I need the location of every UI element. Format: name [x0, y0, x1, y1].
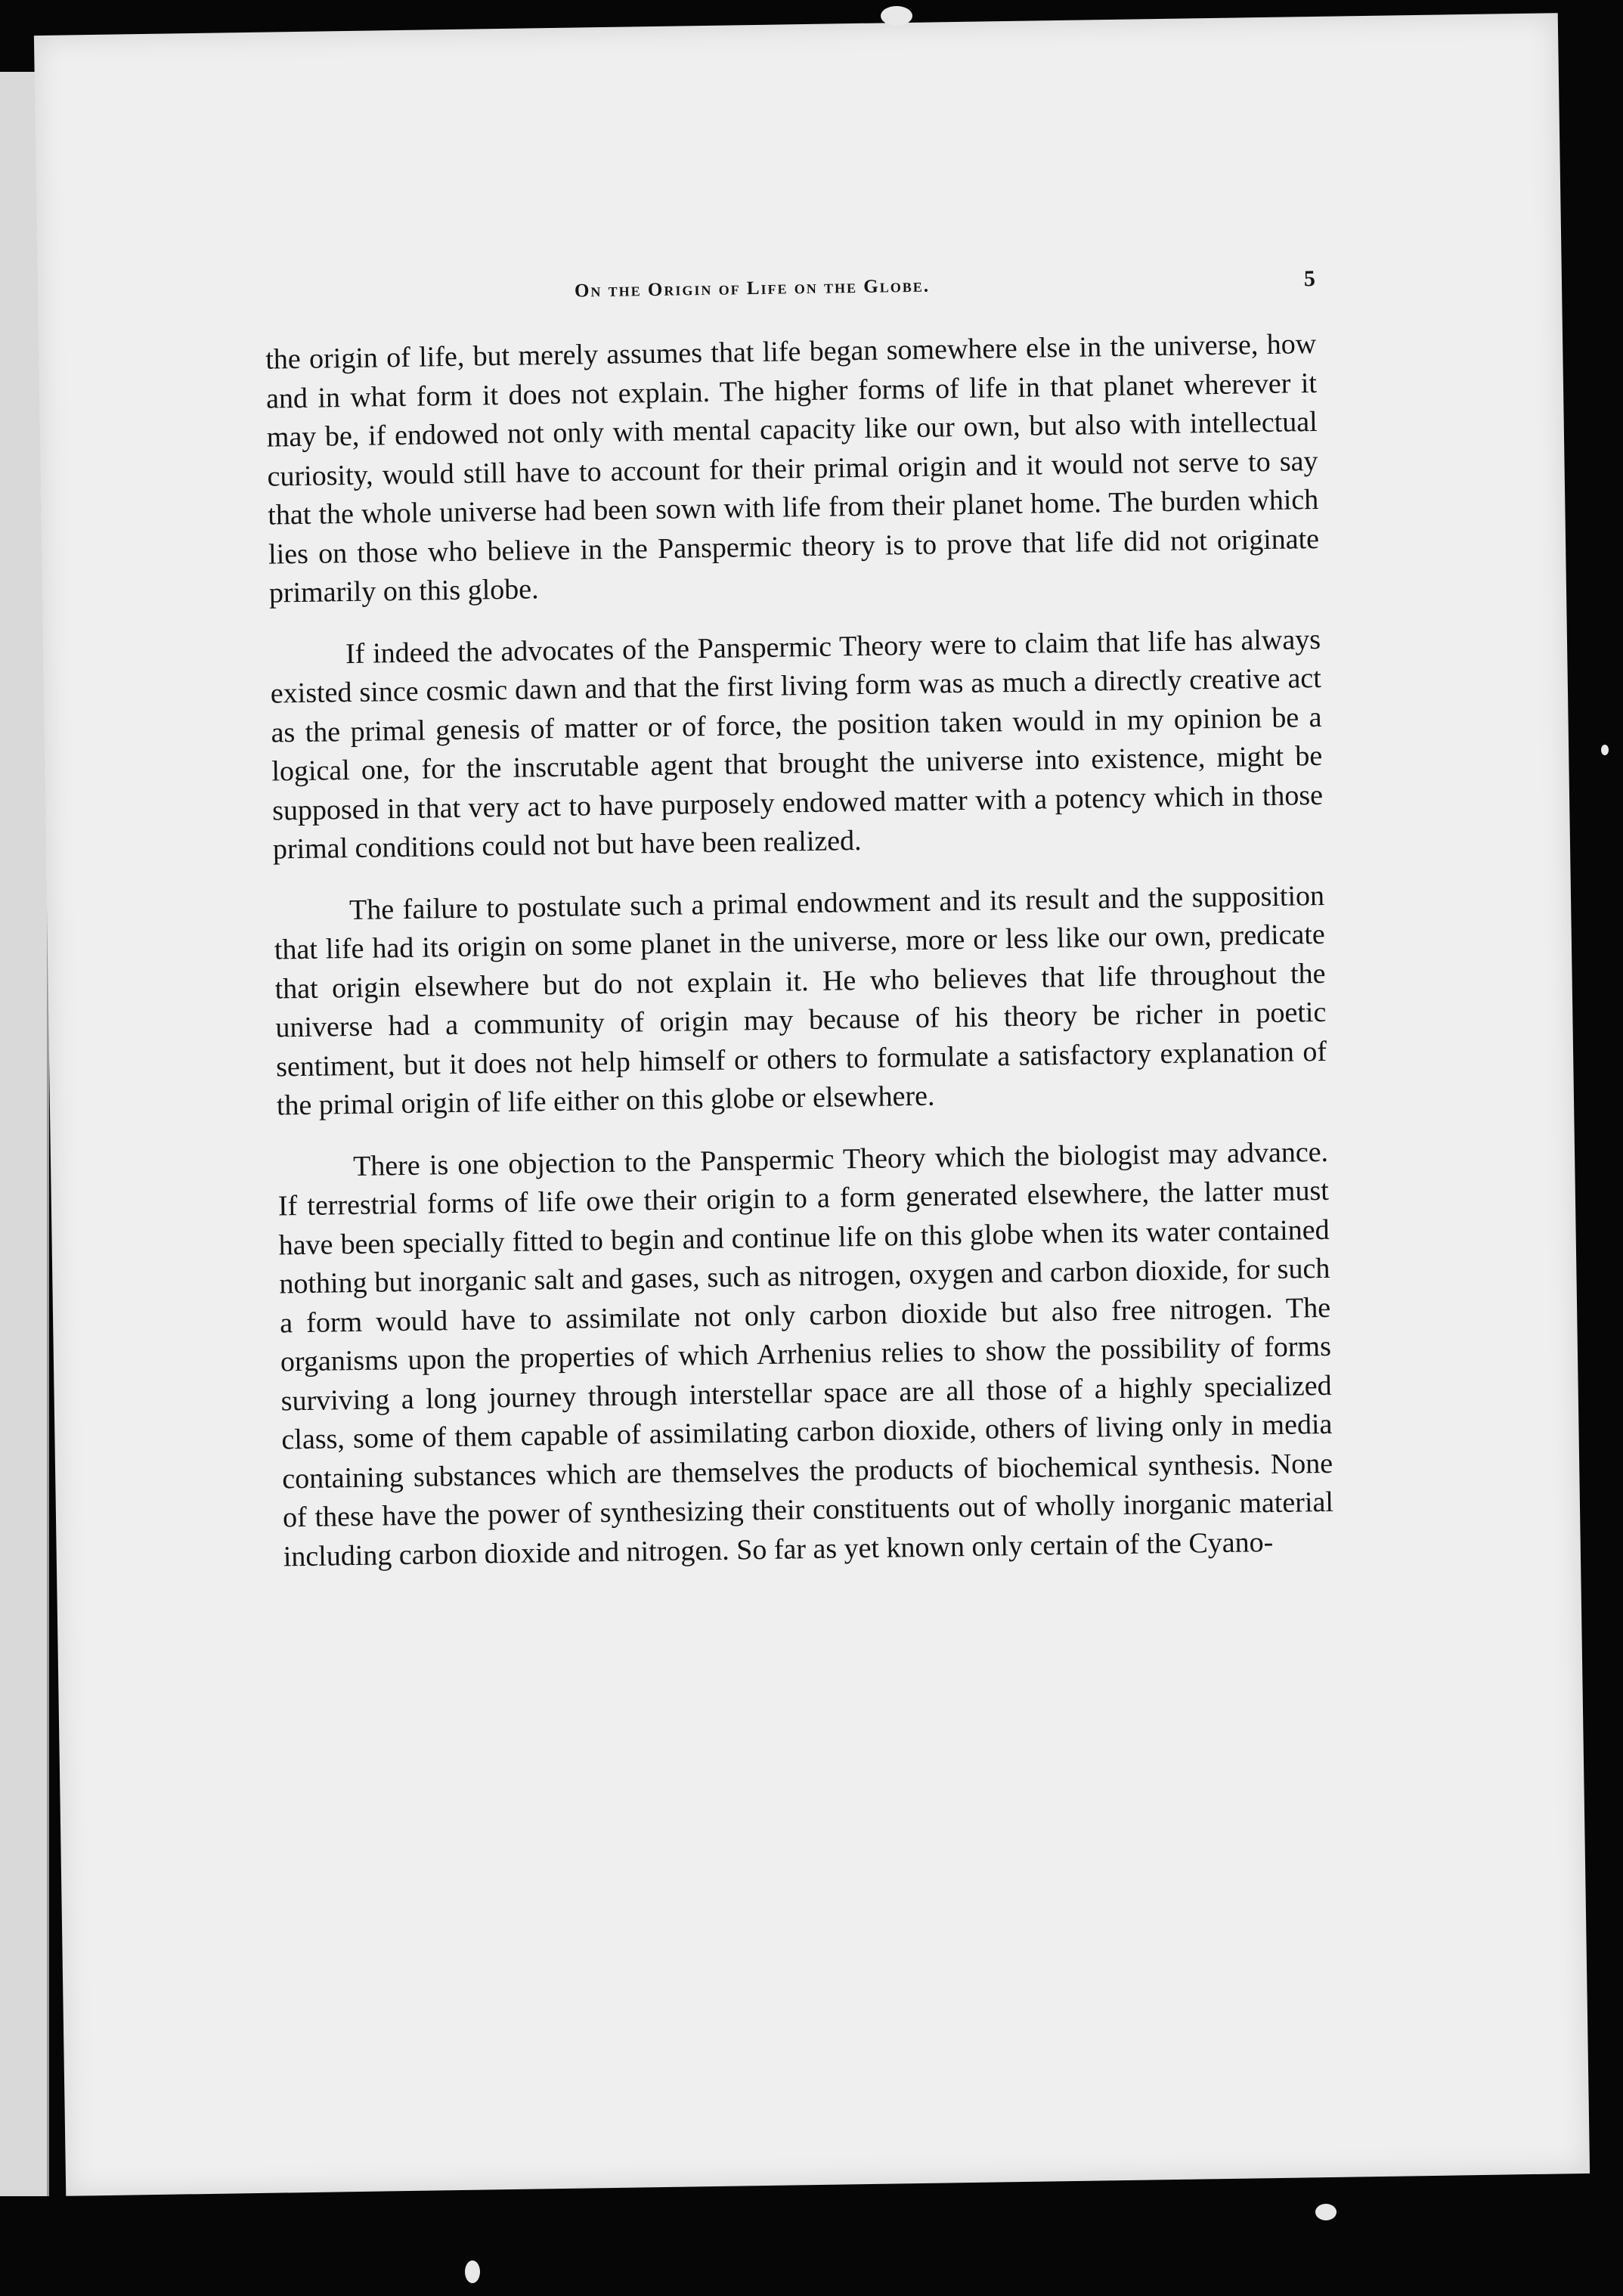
- paragraph-1: the origin of life, but merely assumes that life began somewhere else in the universe, how and in what form it does not explain. The higher forms of life in that planet wherever it may be, if endowed not only with mental capacity like our own, but also with intellectual curiosity, would still have to account for their primal origin and it would not serve to say that the whole universe had been sown with life from their planet home. The burden which lies on those who believe in the Panspermic theory is to prove that life did not originate primarily on this globe.: [265, 327, 1320, 609]
- dust-speck: [881, 6, 912, 26]
- dust-speck: [465, 2260, 480, 2283]
- dust-speck: [1315, 2204, 1336, 2220]
- page-number: 5: [1303, 266, 1316, 292]
- running-head: [265, 266, 1315, 308]
- running-head-title: On the Origin of Life on the Globe.: [574, 275, 931, 302]
- book-page: [34, 13, 1590, 2196]
- paragraph-2: If indeed the advocates of the Panspermic Theory were to claim that life has always existed since cosmic dawn and that the first living form was as much a directly creative act as the primal genesis of matter or of force, the position taken would in my opinion be a logical one, for the inscrutable agent that brought the universe into existence, might be supposed in that very act to have purposely endowed matter with a potency which in those primal conditions could not but have been realized.: [270, 623, 1324, 866]
- paragraph-4: There is one objection to the Panspermic Theory which the biologist may advance. If terrestrial forms of life owe their origin to a form generated elsewhere, the latter must have been specially fitted to begin and continue life on this globe when its water contained nothing but inorganic salt and gases, such as nitrogen, oxygen and carbon dioxide, for such a form would have to assimilate not only carbon dioxide but also free nitrogen. The organisms upon the properties of which Arrhenius relies to show the possibility of forms surviving a long journey through interstellar space are all those of a highly specialized class, some of them capable of assimilating carbon dioxide, others of living only in media containing substances which are themselves the products of biochemical synthesis. None of these have the power of synthesizing their constituents out of wholly inorganic material including carbon dioxide and nitrogen. So far as yet known only certain of the Cyano-: [277, 1136, 1334, 1572]
- page-content: [265, 266, 1335, 1599]
- dust-speck: [1601, 745, 1609, 755]
- paragraph-3: The failure to postulate such a primal endowment and its result and the supposition that life had its origin on some planet in the universe, more or less like our own, predicate that origin elsewhere but do not explain it. He who believes that life throughout the universe had a community of origin may because of his theory be richer in poetic sentiment, but it does not help himself or others to formulate a satisfactory explanation of the primal origin of life either on this globe or elsewhere.: [274, 879, 1327, 1122]
